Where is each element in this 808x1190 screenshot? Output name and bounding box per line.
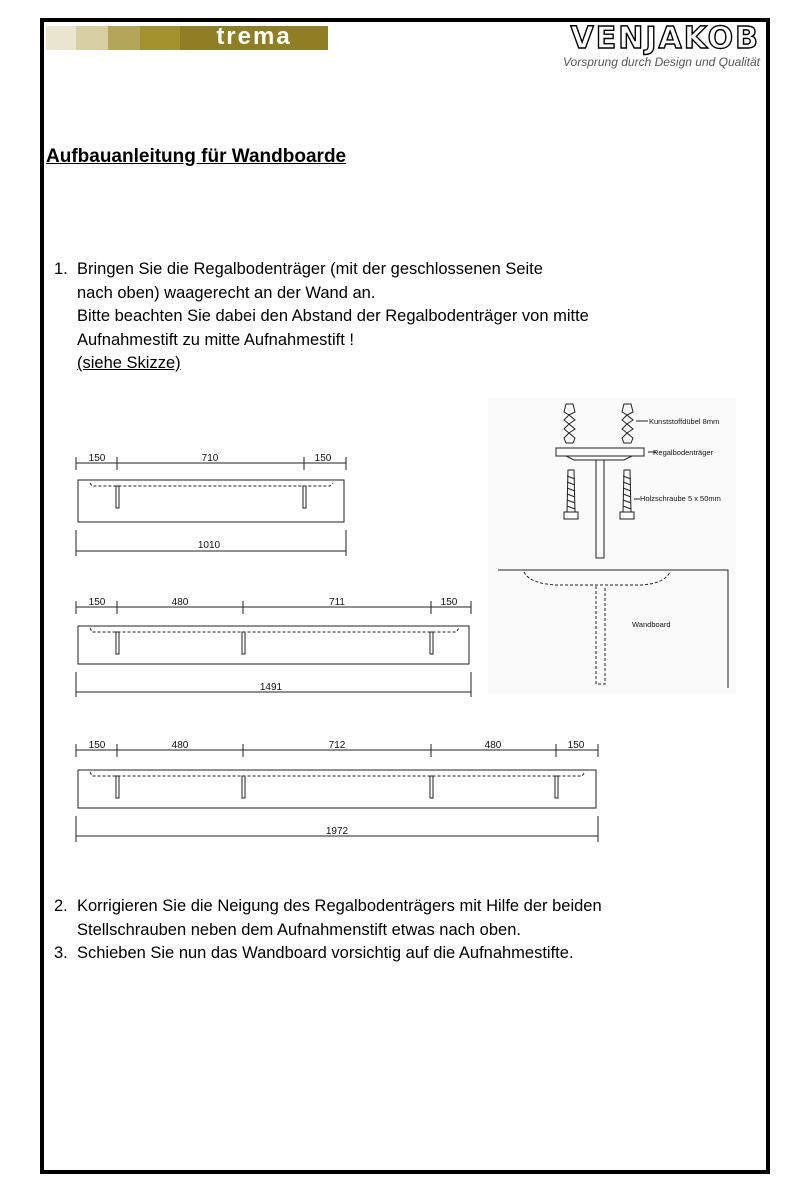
dim-label: 150 (567, 740, 585, 751)
page-title: Aufbauanleitung für Wandboarde (46, 146, 347, 167)
pin (116, 632, 119, 654)
step-1-line: Aufnahmestift zu mitte Aufnahmestift ! (77, 330, 354, 349)
venjakob-wordmark: VENJAKOB (570, 21, 760, 56)
label-dowel: Kunststoffdübel 8mm (649, 417, 720, 426)
venjakob-tagline: Vorsprung durch Design und Qualität (562, 55, 760, 69)
pin (430, 632, 433, 654)
dim-label: 150 (88, 597, 106, 608)
step-1-number: 1. (54, 260, 68, 278)
pin (555, 776, 558, 798)
trema-wordmark: trema (216, 23, 292, 50)
step-3-number: 3. (54, 944, 68, 962)
dim-label: 150 (88, 740, 106, 751)
dim-total: 1491 (259, 682, 283, 693)
dim-total: 1972 (325, 826, 349, 837)
step-3-line: Schieben Sie nun das Wandboard vorsichtig auf die Aufnahmestifte. (77, 944, 574, 962)
dim-label: 711 (329, 597, 345, 608)
dim-label: 150 (440, 597, 458, 608)
dim-label: 712 (328, 740, 346, 751)
step-2-number: 2. (54, 897, 68, 915)
dim-label: 150 (88, 453, 106, 464)
step-2-line: Korrigieren Sie die Neigung des Regalbodenträgers mit Hilfe der beiden (77, 897, 602, 915)
step-2-line: Stellschrauben neben dem Aufnahmenstift etwas nach oben. (77, 920, 521, 939)
label-bracket: Regalbodenträger (653, 448, 714, 457)
pin (116, 486, 119, 508)
pin (430, 776, 433, 798)
pin (242, 776, 245, 798)
mounting-detail-drawing (488, 398, 736, 694)
dim-label: 480 (484, 740, 502, 751)
dim-total: 1010 (197, 540, 221, 551)
label-wandboard: Wandboard (632, 620, 671, 629)
dim-label: 480 (171, 740, 189, 751)
step-1-line: Bitte beachten Sie dabei den Abstand der Regalbodenträger von mitte (77, 307, 589, 325)
dim-label: 710 (201, 453, 219, 464)
label-screw: Holzschraube 5 x 50mm (640, 494, 721, 503)
pin (242, 632, 245, 654)
dim-label: 150 (314, 453, 332, 464)
step-1-line: nach oben) waagerecht an der Wand an. (77, 283, 376, 302)
dim-label: 480 (171, 597, 189, 608)
pin (116, 776, 119, 798)
step-1-line: Bringen Sie die Regalbodenträger (mit der geschlossenen Seite (77, 260, 543, 278)
pin (303, 486, 306, 508)
step-1-sketch-ref: (siehe Skizze) (77, 354, 181, 372)
